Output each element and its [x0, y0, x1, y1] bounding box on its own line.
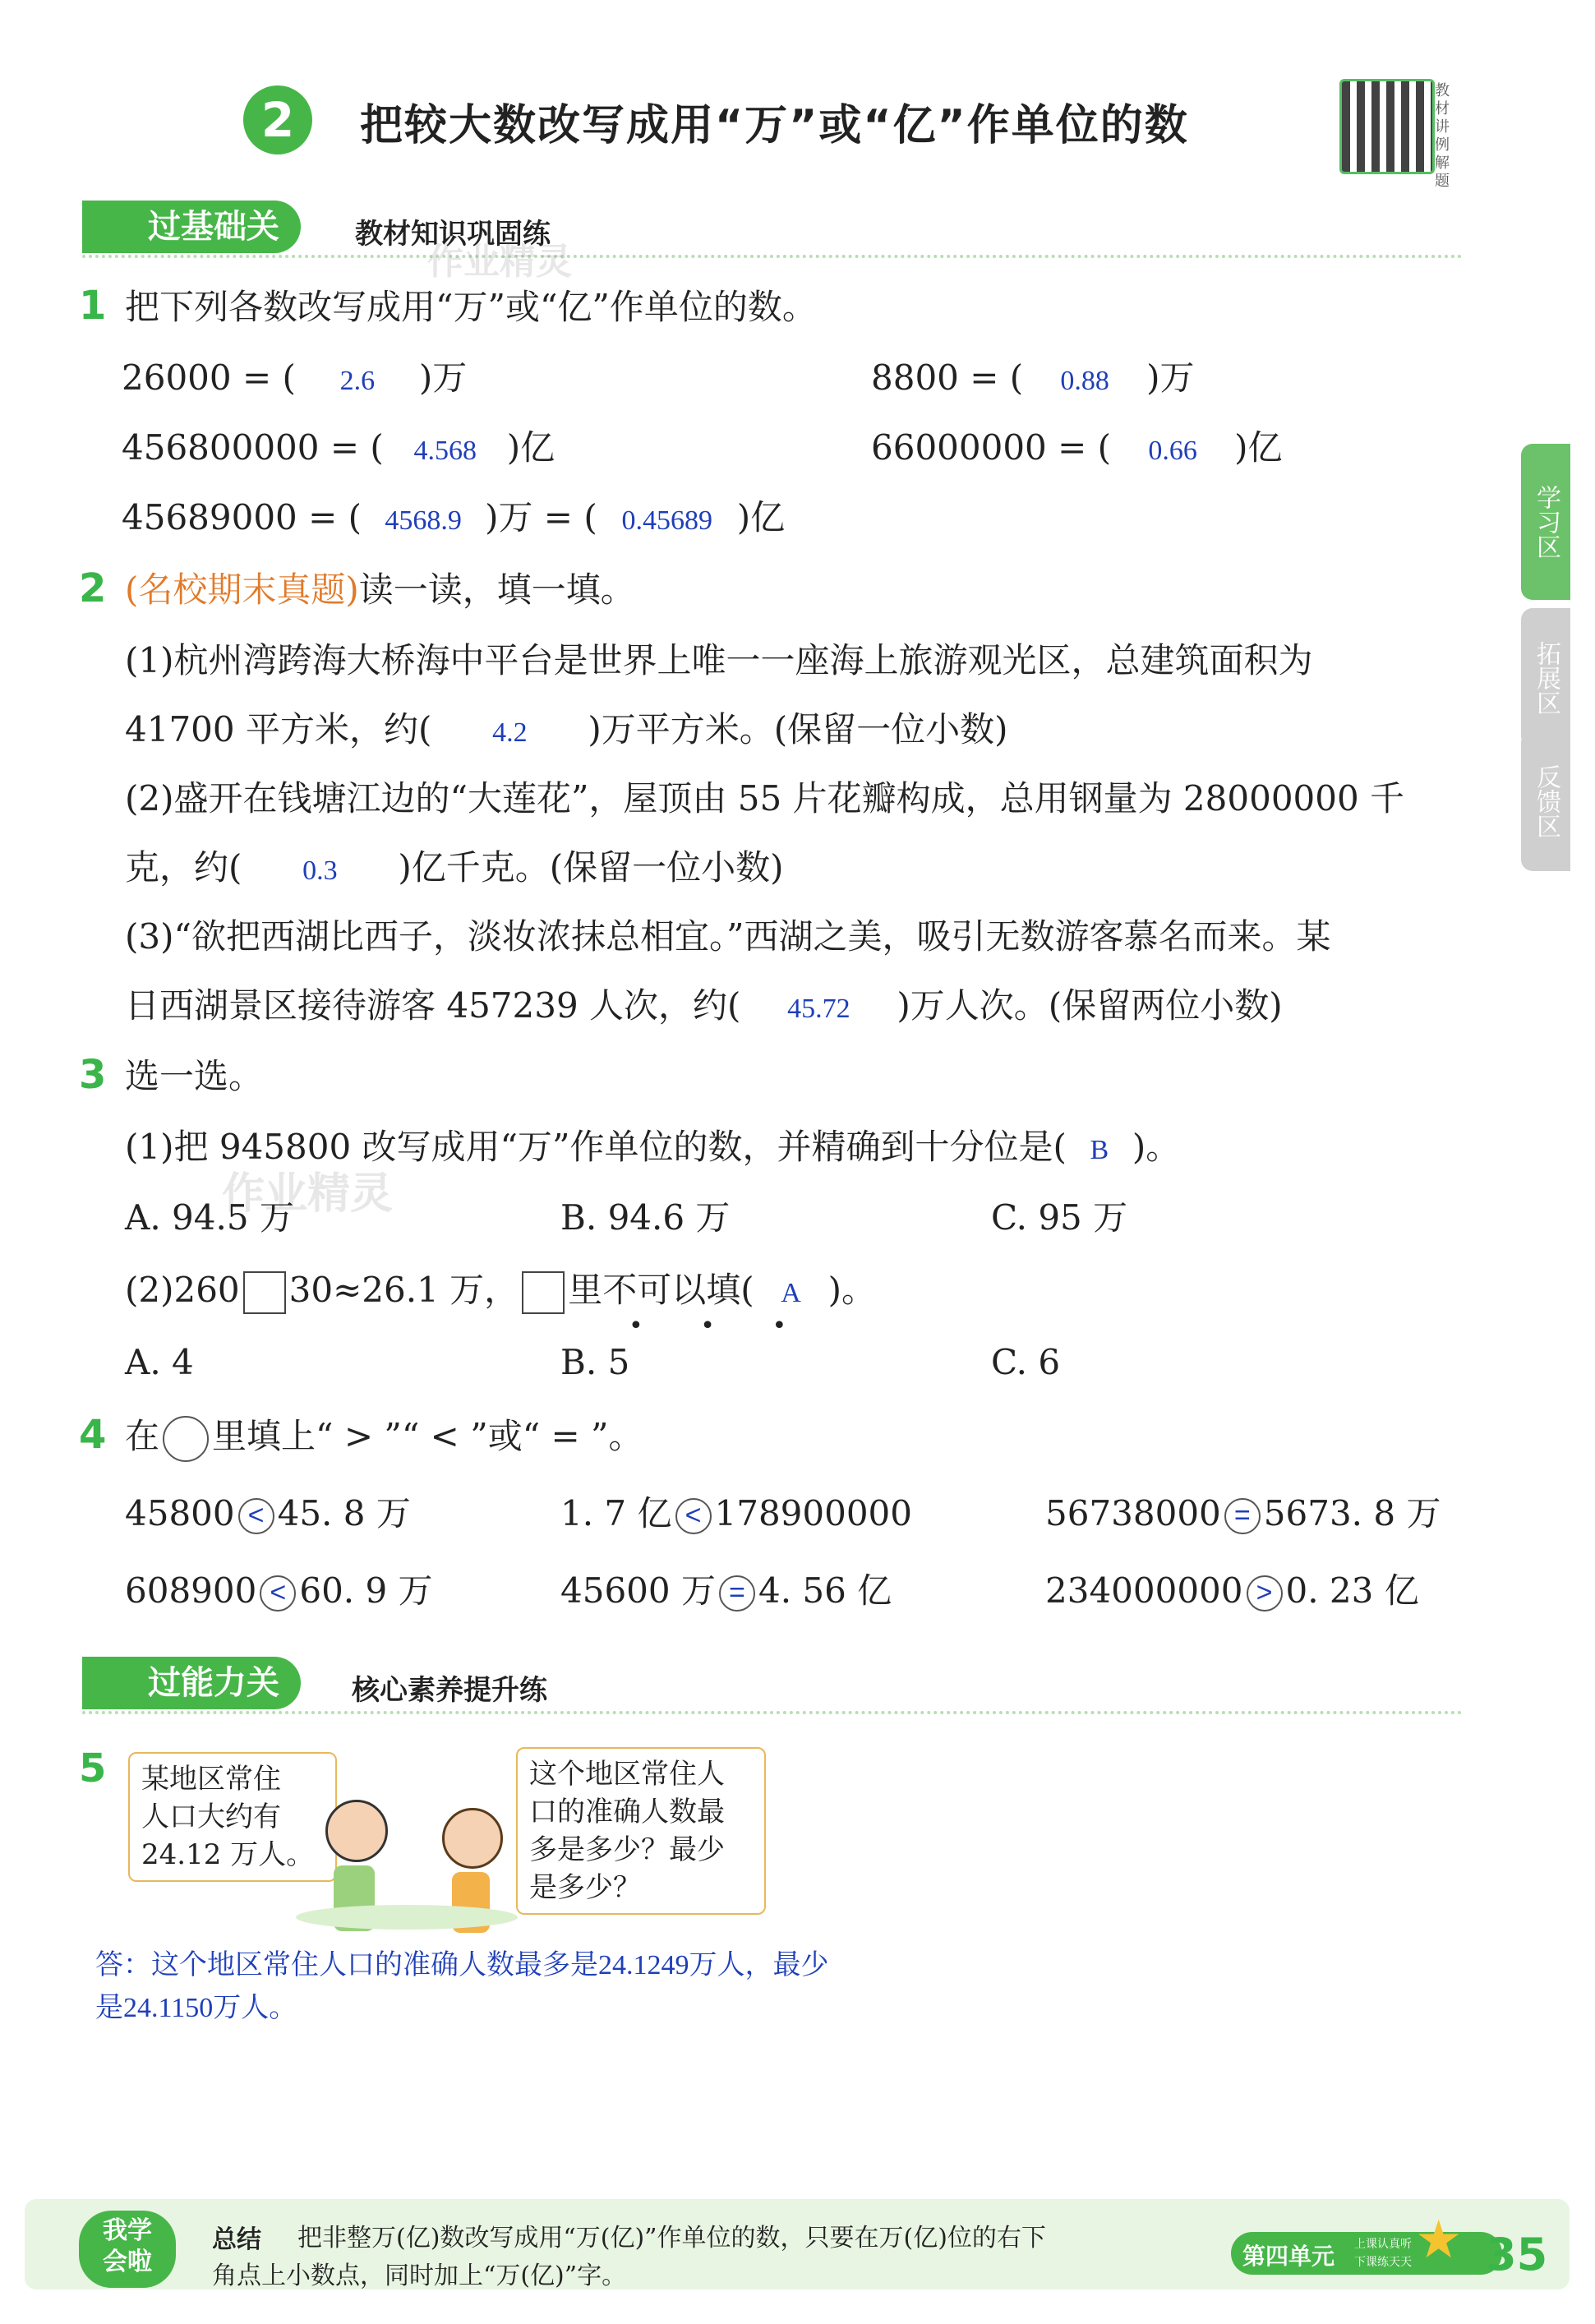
speech-bubble-left — [128, 1752, 337, 1882]
q2-p2-line2-b: )亿千克。(保留一位小数) — [398, 847, 784, 888]
q2-p3-answer[interactable]: 45.72 — [787, 994, 851, 1024]
q4-item-5 — [560, 1566, 892, 1616]
tab-feedback-zone[interactable] — [1521, 731, 1570, 871]
q3-s2-d: )。 — [827, 1270, 876, 1310]
question-number-1: 1 — [79, 283, 107, 329]
tab-study-zone-label: 学习区 — [1532, 485, 1560, 559]
q1-item-3-answer[interactable]: 4.568 — [413, 436, 477, 466]
q1-item-5-answer-1[interactable]: 4568.9 — [385, 505, 462, 536]
tab-extension-zone[interactable] — [1521, 608, 1570, 748]
section-ability-divider — [82, 1711, 1463, 1714]
qr-label: 教材讲例解题 — [1435, 82, 1450, 190]
unit-name: 第四单元 — [1242, 2243, 1335, 2270]
section-basic-subtitle: 教材知识巩固练 — [355, 218, 551, 251]
page-title: 把较大数改写成用“万”或“亿”作单位的数 — [360, 101, 1189, 150]
footer-badge-line-1: 我学 — [103, 2216, 152, 2245]
q4-item-3-op[interactable]: = — [1224, 1498, 1261, 1534]
q4-item-2-right: 178900000 — [714, 1493, 912, 1533]
q2-p1-line2-a: 41700 平方米，约( — [125, 709, 432, 749]
q4-item-2-op[interactable]: < — [675, 1498, 712, 1534]
q3-s2-answer[interactable]: A — [781, 1278, 801, 1308]
q2-p1-line1: (1)杭州湾跨海大桥海中平台是世界上唯一一座海上旅游观光区，总建筑面积为 — [125, 640, 1313, 680]
q4-item-4-left: 608900 — [125, 1570, 257, 1611]
q1-item-2-answer[interactable]: 0.88 — [1060, 366, 1109, 396]
q4-item-3-left: 56738000 — [1045, 1493, 1221, 1533]
q3-s2-option-a[interactable]: A. 4 — [125, 1342, 194, 1382]
q2-p1-answer[interactable]: 4.2 — [492, 717, 528, 748]
q3-s1-a: (1)把 945800 改写成用“万”作单位的数，并精确到十分位是( — [125, 1127, 1067, 1167]
lesson-number-badge — [243, 85, 312, 154]
q3-s2-option-b[interactable]: B. 5 — [560, 1342, 630, 1382]
q1-item-1 — [122, 353, 467, 406]
footer-badge — [79, 2211, 176, 2288]
q1-item-3-right: )亿 — [506, 427, 555, 468]
q1-item-1-left: 26000 = ( — [122, 357, 296, 398]
slogan-line-2: 下课练天天 — [1354, 2256, 1412, 2269]
bubble-right-line-1: 这个地区常住人 — [529, 1758, 725, 1791]
q3-s2-a: (2)260 — [125, 1270, 240, 1310]
q2-p2-line1: (2)盛开在钱塘江边的“大莲花”，屋顶由 55 片花瓣构成，总用钢量为 28000000 千 — [125, 778, 1405, 818]
q1-item-4-left: 66000000 = ( — [871, 427, 1112, 468]
q1-item-1-right: )万 — [418, 357, 468, 398]
q5-answer-line-1: 答：这个地区常住人口的准确人数最多是24.1249万人，最少 — [95, 1950, 829, 1980]
q2-p1-line2 — [125, 705, 1008, 758]
q4-item-6-right: 0. 23 亿 — [1285, 1570, 1419, 1611]
tab-study-zone[interactable] — [1521, 444, 1570, 600]
q4-item-3-right: 5673. 8 万 — [1263, 1493, 1441, 1533]
q1-item-4-answer[interactable]: 0.66 — [1148, 436, 1197, 466]
q4-item-6-op[interactable]: > — [1247, 1575, 1283, 1612]
q2-p3-line1: (3)“欲把西湖比西子，淡妆浓抹总相宜。”西湖之美，吸引无数游客慕名而来。某 — [125, 916, 1331, 957]
q4-item-1-right: 45. 8 万 — [277, 1493, 411, 1533]
q3-s1-answer[interactable]: B — [1090, 1135, 1109, 1165]
q4-item-1-left: 45800 — [125, 1493, 235, 1533]
q2-header — [125, 565, 635, 615]
qr-code-icon[interactable] — [1339, 79, 1435, 174]
q1-item-3-left: 456800000 = ( — [122, 427, 384, 468]
bubble-left-line-1: 某地区常住 — [141, 1763, 281, 1796]
tab-extension-zone-label: 拓展区 — [1532, 641, 1560, 715]
q1-item-2-left: 8800 = ( — [871, 357, 1024, 398]
q1-item-5-answer-2[interactable]: 0.45689 — [621, 505, 712, 536]
q2-p3-line2-b: )万人次。(保留两位小数) — [897, 985, 1283, 1026]
blank-box-2[interactable] — [522, 1271, 565, 1314]
q2-p2-line2 — [125, 843, 784, 896]
footer-badge-line-2: 会啦 — [103, 2248, 152, 2276]
tab-feedback-zone-label: 反馈区 — [1532, 764, 1560, 838]
q1-item-5-mid: )万 = ( — [485, 497, 597, 537]
bubble-right-line-4: 是多少？ — [529, 1871, 641, 1904]
q3-s1-option-c[interactable]: C. 95 万 — [991, 1197, 1128, 1238]
q4-item-2-left: 1. 7 亿 — [560, 1493, 672, 1533]
section-ability-label: 过能力关 — [148, 1664, 279, 1702]
page-number: 35 — [1486, 2229, 1548, 2280]
slogan-line-1: 上课认真听 — [1354, 2238, 1412, 2251]
q3-s2 — [125, 1266, 876, 1318]
q1-prompt: 把下列各数改写成用“万”或“亿”作单位的数。 — [125, 287, 817, 327]
q4-item-6-left: 234000000 — [1045, 1570, 1243, 1611]
q1-item-5-right: )亿 — [736, 497, 786, 537]
watermark-2: 作业精灵 — [222, 1169, 394, 1219]
section-ability-badge — [82, 1657, 301, 1709]
section-basic-divider — [82, 255, 1463, 258]
section-basic-label: 过基础关 — [148, 208, 279, 246]
q2-p1-line2-b: )万平方米。(保留一位小数) — [588, 709, 1008, 749]
summary-line-2: 角点上小数点，同时加上“万(亿)”字。 — [212, 2262, 627, 2290]
q4-item-3 — [1045, 1489, 1441, 1538]
q1-item-4-right: )亿 — [1234, 427, 1283, 468]
q3-s2-option-c[interactable]: C. 6 — [991, 1342, 1061, 1382]
q4-prompt-a: 在 — [125, 1416, 160, 1456]
q4-prompt-b: 里填上“ > ”“ < ”或“ = ”。 — [212, 1416, 643, 1456]
q3-s1-option-b[interactable]: B. 94.6 万 — [560, 1197, 731, 1238]
blank-box-1[interactable] — [243, 1271, 286, 1314]
question-number-4: 4 — [79, 1412, 107, 1458]
bubble-left-line-3: 24.12 万人。 — [141, 1838, 315, 1871]
q3-s1-b: )。 — [1132, 1127, 1181, 1167]
q2-tag: (名校期末真题) — [125, 569, 359, 610]
section-ability-subtitle: 核心素养提升练 — [352, 1674, 547, 1707]
grass-decoration — [296, 1905, 518, 1930]
q1-item-5-left: 45689000 = ( — [122, 497, 362, 537]
q1-item-3 — [122, 423, 555, 476]
q2-p2-answer[interactable]: 0.3 — [302, 855, 338, 886]
q4-item-1-op[interactable]: < — [238, 1498, 274, 1534]
q4-item-4-op[interactable]: < — [260, 1575, 296, 1612]
circle-icon — [163, 1416, 209, 1462]
bubble-right-line-2: 口的准确人数最 — [529, 1796, 725, 1828]
q3-s2-b: 30≈26.1 万， — [288, 1270, 519, 1310]
q1-item-2-right: )万 — [1146, 357, 1195, 398]
question-number-3: 3 — [79, 1052, 107, 1098]
q1-item-5 — [122, 493, 785, 546]
summary-label: 总结 — [212, 2225, 261, 2254]
section-basic-badge — [82, 201, 301, 253]
bubble-right-line-3: 多是多少？最少 — [529, 1833, 725, 1866]
q5-answer-line-2: 是24.1150万人。 — [95, 1993, 297, 2023]
summary-line-1: 把非整万(亿)数改写成用“万(亿)”作单位的数，只要在万(亿)位的右下 — [297, 2224, 1046, 2253]
star-mascot-icon: ★ — [1415, 2210, 1463, 2271]
lesson-number: 2 — [260, 92, 295, 148]
emphasis-dots: • • • — [629, 1312, 812, 1340]
watermark: 作业精灵 — [427, 241, 572, 283]
q4-item-4-right: 60. 9 万 — [299, 1570, 433, 1611]
q4-item-5-left: 45600 万 — [560, 1570, 716, 1611]
question-number-5: 5 — [79, 1745, 107, 1791]
q3-s2-c: 里不可以填( — [568, 1270, 754, 1310]
q2-prompt: 读一读，填一填。 — [358, 569, 635, 610]
q2-p2-line2-a: 克，约( — [125, 847, 242, 888]
q3-prompt: 选一选。 — [125, 1056, 264, 1096]
bubble-left-line-2: 人口大约有 — [141, 1801, 281, 1833]
q4-item-6 — [1045, 1566, 1419, 1616]
question-number-2: 2 — [79, 565, 107, 611]
speech-bubble-right — [516, 1747, 766, 1915]
q2-p3-line2 — [125, 981, 1283, 1034]
q1-item-1-answer[interactable]: 2.6 — [339, 366, 376, 396]
q1-item-2 — [871, 353, 1195, 406]
q4-item-5-right: 4. 56 亿 — [758, 1570, 892, 1611]
q1-item-4 — [871, 423, 1282, 476]
q3-s1-option-a[interactable]: A. 94.5 万 — [125, 1197, 294, 1238]
q4-item-4 — [125, 1566, 433, 1616]
q4-item-1 — [125, 1489, 411, 1538]
q4-prompt — [125, 1412, 643, 1462]
q4-item-5-op[interactable]: = — [719, 1575, 755, 1612]
q4-item-2 — [560, 1489, 912, 1538]
q2-p3-line2-a: 日西湖景区接待游客 457239 人次，约( — [125, 985, 741, 1026]
